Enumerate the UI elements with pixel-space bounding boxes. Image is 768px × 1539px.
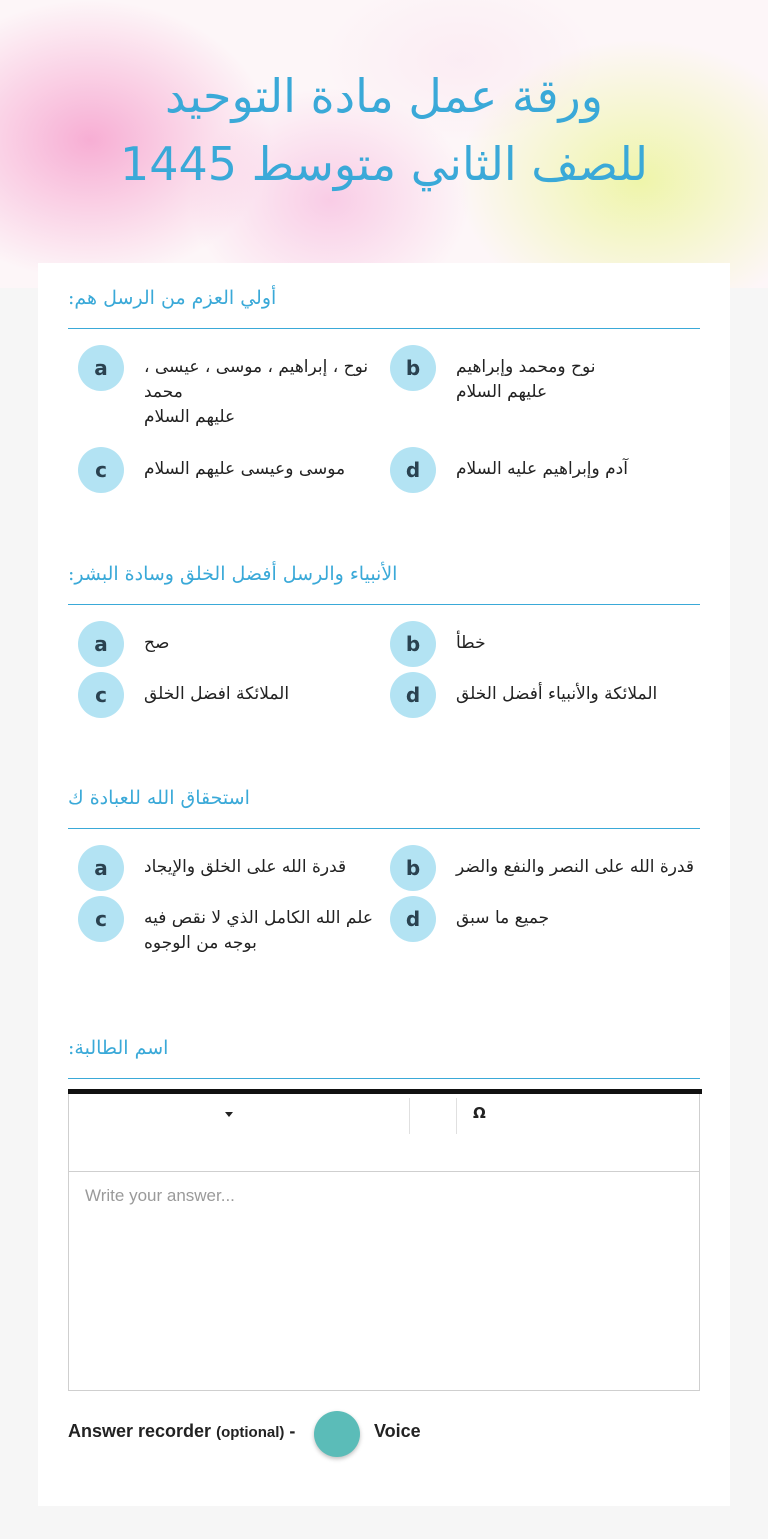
option-letter: b bbox=[390, 845, 436, 891]
option-letter: d bbox=[390, 672, 436, 718]
option-text: الملائكة والأنبياء أفضل الخلق bbox=[456, 684, 658, 704]
option-letter: c bbox=[78, 447, 124, 493]
title-line-1: ورقة عمل مادة التوحيد bbox=[165, 69, 603, 123]
question-divider bbox=[68, 828, 700, 829]
option-text: نوح ومحمد وإبراهيم عليهم السلام bbox=[456, 357, 596, 402]
question-2 bbox=[68, 563, 700, 723]
toolbar-divider bbox=[456, 1098, 457, 1134]
recorder-label bbox=[68, 1421, 295, 1442]
option-letter: c bbox=[78, 672, 124, 718]
option-text: خطأ bbox=[456, 633, 486, 653]
option-text: قدرة الله على النصر والنفع والضر bbox=[456, 857, 695, 877]
page-title bbox=[0, 62, 768, 198]
recorder-dash: - bbox=[289, 1421, 296, 1441]
answer-editor[interactable] bbox=[68, 1089, 700, 1391]
question-title: اسم الطالبة: bbox=[68, 1037, 169, 1059]
special-character-omega-icon[interactable]: Ω bbox=[473, 1104, 486, 1122]
option-text: جميع ما سبق bbox=[456, 908, 550, 928]
toolbar-divider bbox=[409, 1098, 410, 1134]
question-divider bbox=[68, 1078, 700, 1079]
question-title: استحقاق الله للعبادة ك bbox=[68, 787, 250, 809]
recorder-title: Answer recorder bbox=[68, 1421, 212, 1441]
title-line-2: للصف الثاني متوسط 1445 bbox=[119, 137, 649, 191]
format-dropdown-chevron-down-icon[interactable] bbox=[225, 1112, 233, 1117]
option-letter: d bbox=[390, 447, 436, 493]
answer-textarea[interactable]: Write your answer... bbox=[85, 1186, 235, 1205]
option-text: آدم وإبراهيم عليه السلام bbox=[456, 459, 628, 479]
option-letter: a bbox=[78, 345, 124, 391]
option-letter: b bbox=[390, 345, 436, 391]
option-letter: b bbox=[390, 621, 436, 667]
question-3 bbox=[68, 787, 700, 967]
question-divider bbox=[68, 328, 700, 329]
question-1 bbox=[68, 287, 700, 527]
question-divider bbox=[68, 604, 700, 605]
option-text: صح bbox=[144, 633, 170, 653]
voice-label: Voice bbox=[374, 1421, 421, 1441]
option-letter: a bbox=[78, 621, 124, 667]
question-title: أولي العزم من الرسل هم: bbox=[68, 287, 277, 309]
question-4 bbox=[68, 1037, 700, 1087]
question-title: الأنبياء والرسل أفضل الخلق وسادة البشر: bbox=[68, 563, 398, 585]
option-text: نوح ، إبراهيم ، موسى ، عيسى ، محمد عليهم السلام bbox=[144, 357, 369, 427]
editor-toolbar bbox=[69, 1094, 699, 1172]
recorder-optional: (optional) bbox=[216, 1424, 285, 1441]
option-letter: c bbox=[78, 896, 124, 942]
option-text: علم الله الكامل الذي لا نقص فيه بوجه من الوجوه bbox=[144, 908, 373, 953]
record-voice-button[interactable] bbox=[314, 1411, 360, 1457]
option-letter: d bbox=[390, 896, 436, 942]
option-text: قدرة الله على الخلق والإيجاد bbox=[144, 857, 347, 877]
worksheet-card bbox=[38, 263, 730, 1506]
option-text: الملائكة افضل الخلق bbox=[144, 684, 290, 704]
option-letter: a bbox=[78, 845, 124, 891]
option-text: موسى وعيسى عليهم السلام bbox=[144, 459, 346, 479]
